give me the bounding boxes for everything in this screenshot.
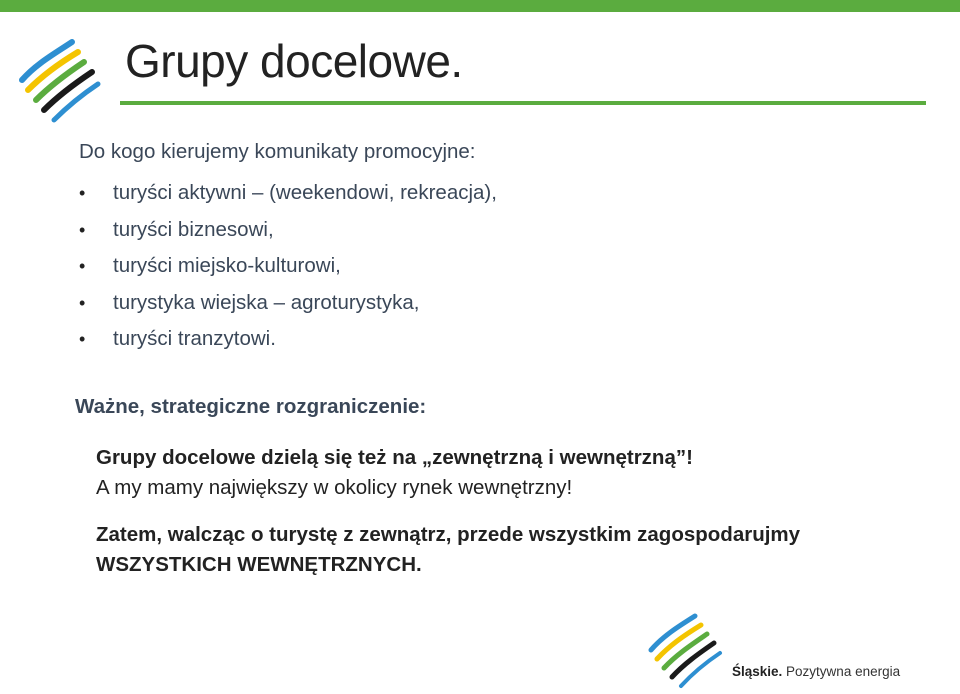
silesia-waves-logo-icon: [14, 36, 104, 126]
brand-tagline: [732, 664, 900, 679]
paragraph-conclusion: Zatem, walcząc o turystę z zewnątrz, przede wszystkim zagospodarujmy WSZYSTKICH WEWNĘTRZNYCH.: [96, 523, 801, 576]
page-title: Grupy docelowe.: [125, 35, 463, 87]
intro-text: Do kogo kierujemy komunikaty promocyjne:: [79, 140, 476, 163]
paragraph-groups-split: Grupy docelowe dzielą się też na „zewnętrzną i wewnętrzną”!: [96, 446, 693, 469]
top-accent-bar: [0, 0, 960, 12]
title-underline: [120, 101, 926, 105]
brand-slogan: Pozytywna energia: [782, 664, 901, 679]
paragraph-internal-market: A my mamy największy w okolicy rynek wewnętrzny!: [96, 476, 573, 499]
section-heading: Ważne, strategiczne rozgraniczenie:: [75, 395, 427, 418]
brand-name: Śląskie.: [732, 664, 783, 679]
list-item: • turyści aktywni – (weekendowi, rekreacja),: [79, 175, 497, 212]
silesia-waves-logo-small-icon: [645, 610, 725, 690]
list-item: • turyści tranzytowi.: [79, 321, 497, 358]
list-item: • turyści miejsko-kulturowi,: [79, 248, 497, 285]
target-groups-list: [79, 175, 497, 358]
list-item: • turystyka wiejska – agroturystyka,: [79, 285, 497, 322]
list-item: • turyści biznesowi,: [79, 212, 497, 249]
